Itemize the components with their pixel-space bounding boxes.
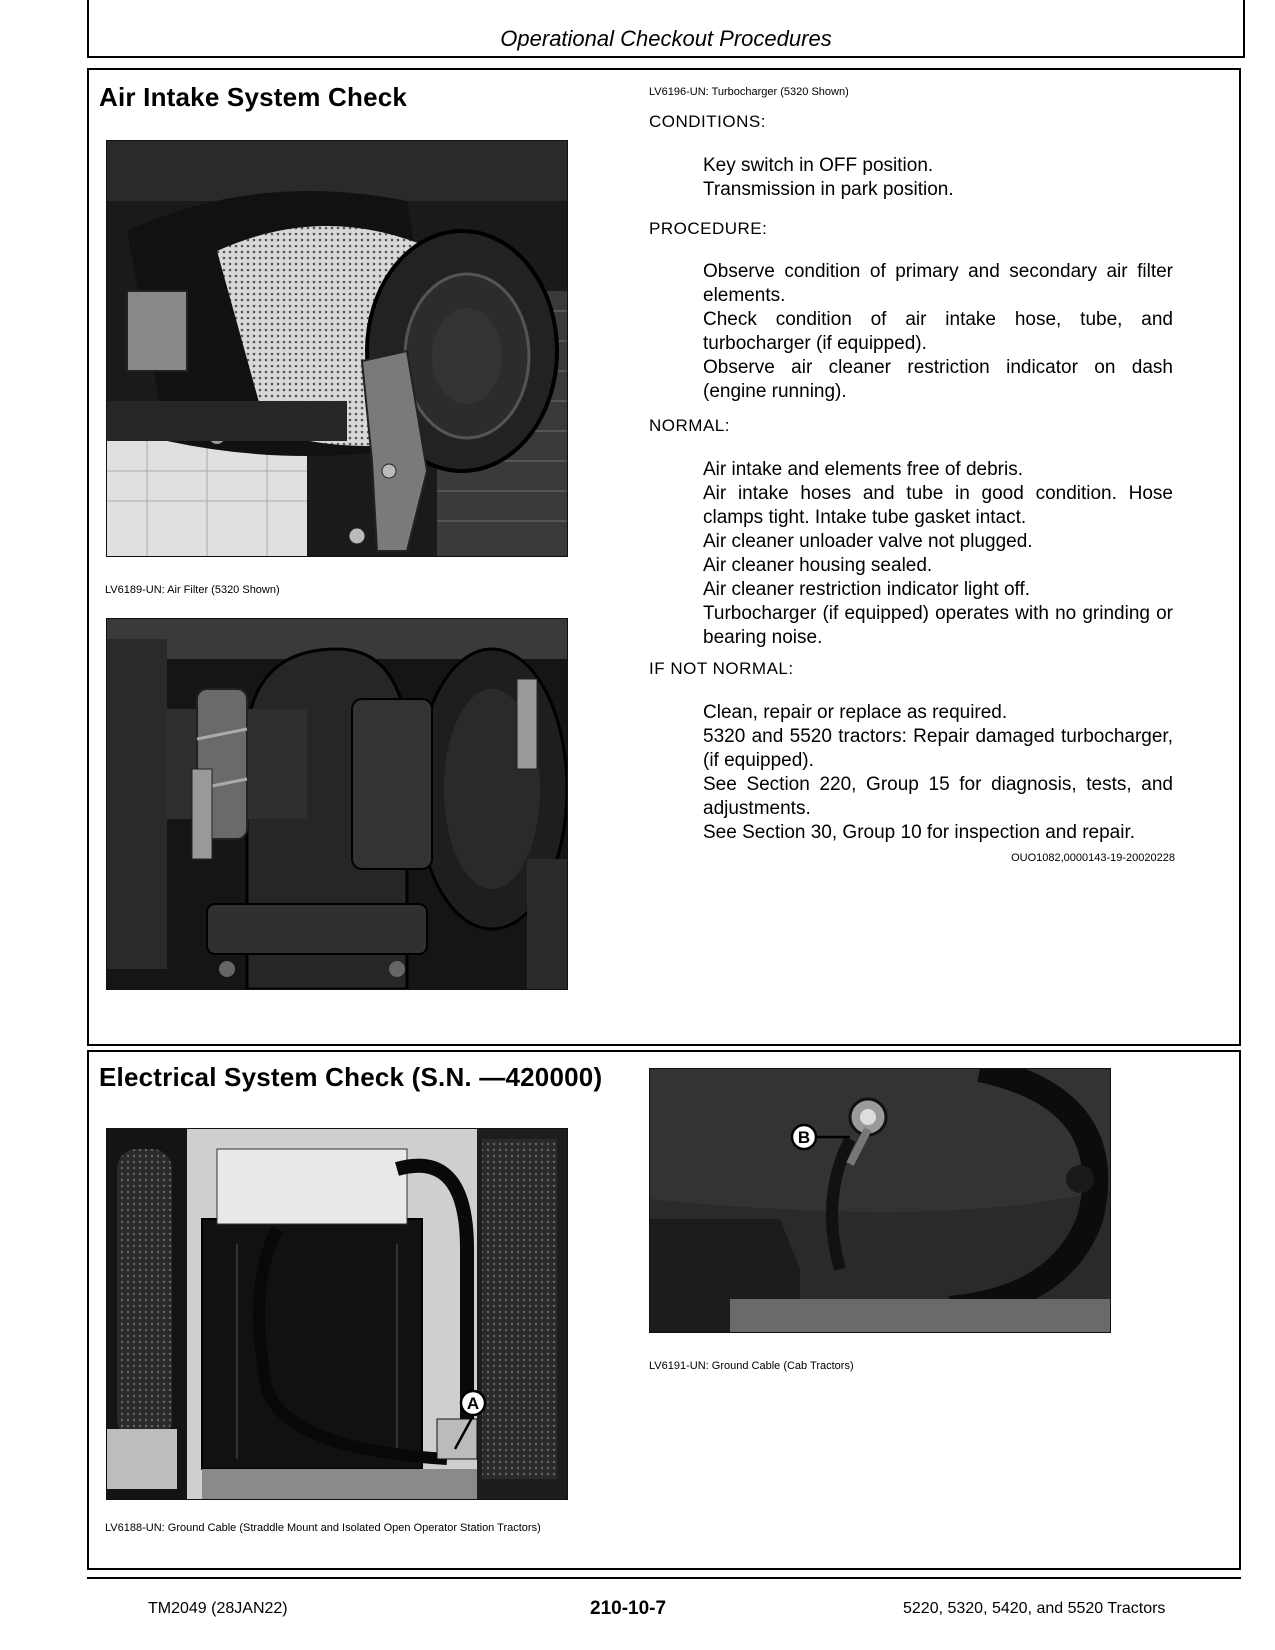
battery-ground-photo bbox=[106, 1128, 568, 1500]
turbocharger-photo bbox=[106, 618, 568, 990]
procedure-heading: PROCEDURE: bbox=[649, 219, 768, 238]
frame-ground-photo bbox=[649, 1068, 1111, 1333]
footer-models: 5220, 5320, 5420, and 5520 Tractors bbox=[903, 1600, 1166, 1617]
document-id: OUO1082,0000143-19-20020228 bbox=[1011, 852, 1175, 864]
list-item: See Section 220, Group 15 for diagnosis, tests, and adjustments. bbox=[703, 774, 1173, 819]
list-item: Air cleaner restriction indicator light off. bbox=[703, 579, 1031, 600]
list-item: Air intake hoses and tube in good condition. Hose clamps tight. Intake tube gasket intact. bbox=[703, 483, 1173, 528]
callout-b-label: B bbox=[797, 1128, 811, 1147]
list-item: Air cleaner unloader valve not plugged. bbox=[703, 531, 1033, 552]
list-item: Air intake and elements free of debris. bbox=[703, 459, 1024, 480]
procedure-list bbox=[703, 260, 1173, 404]
page-header bbox=[87, 0, 1245, 58]
air-filter-photo bbox=[106, 140, 568, 557]
air-filter-caption: LV6189-UN: Air Filter (5320 Shown) bbox=[105, 584, 280, 596]
electrical-section bbox=[87, 1050, 1241, 1570]
conditions-list bbox=[703, 154, 1173, 202]
air-intake-section bbox=[87, 68, 1241, 1046]
footer-manual-id: TM2049 (28JAN22) bbox=[148, 1600, 288, 1617]
callout-a-label: A bbox=[466, 1394, 480, 1413]
normal-heading: NORMAL: bbox=[649, 416, 730, 435]
normal-list bbox=[703, 458, 1173, 650]
list-item: Key switch in OFF position. bbox=[703, 155, 934, 176]
list-item: Observe condition of primary and secondary air filter elements. bbox=[703, 261, 1173, 306]
list-item: Turbocharger (if equipped) operates with no grinding or bearing noise. bbox=[703, 603, 1173, 648]
page-header-title: Operational Checkout Procedures bbox=[500, 26, 832, 51]
list-item: 5320 and 5520 tractors: Repair damaged turbocharger, (if equipped). bbox=[703, 726, 1173, 771]
footer-page-number: 210-10-7 bbox=[590, 1598, 667, 1619]
list-item: See Section 30, Group 10 for inspection and repair. bbox=[703, 822, 1135, 843]
battery-ground-caption: LV6188-UN: Ground Cable (Straddle Mount and Isolated Open Operator Station Tractors) bbox=[105, 1522, 541, 1534]
list-item: Clean, repair or replace as required. bbox=[703, 702, 1008, 723]
list-item: Observe air cleaner restriction indicator on dash (engine running). bbox=[703, 357, 1173, 402]
frame-ground-caption: LV6191-UN: Ground Cable (Cab Tractors) bbox=[649, 1360, 854, 1372]
if-not-normal-heading: IF NOT NORMAL: bbox=[649, 659, 794, 678]
electrical-title: Electrical System Check (S.N. —420000) bbox=[99, 1062, 603, 1092]
list-item: Air cleaner housing sealed. bbox=[703, 555, 933, 576]
turbocharger-caption: LV6196-UN: Turbocharger (5320 Shown) bbox=[649, 86, 849, 98]
list-item: Check condition of air intake hose, tube, and turbocharger (if equipped). bbox=[703, 309, 1173, 354]
conditions-heading: CONDITIONS: bbox=[649, 112, 766, 131]
if-not-normal-list bbox=[703, 701, 1173, 845]
footer-rule bbox=[87, 1577, 1241, 1579]
list-item: Transmission in park position. bbox=[703, 179, 954, 200]
air-intake-title: Air Intake System Check bbox=[99, 82, 408, 112]
